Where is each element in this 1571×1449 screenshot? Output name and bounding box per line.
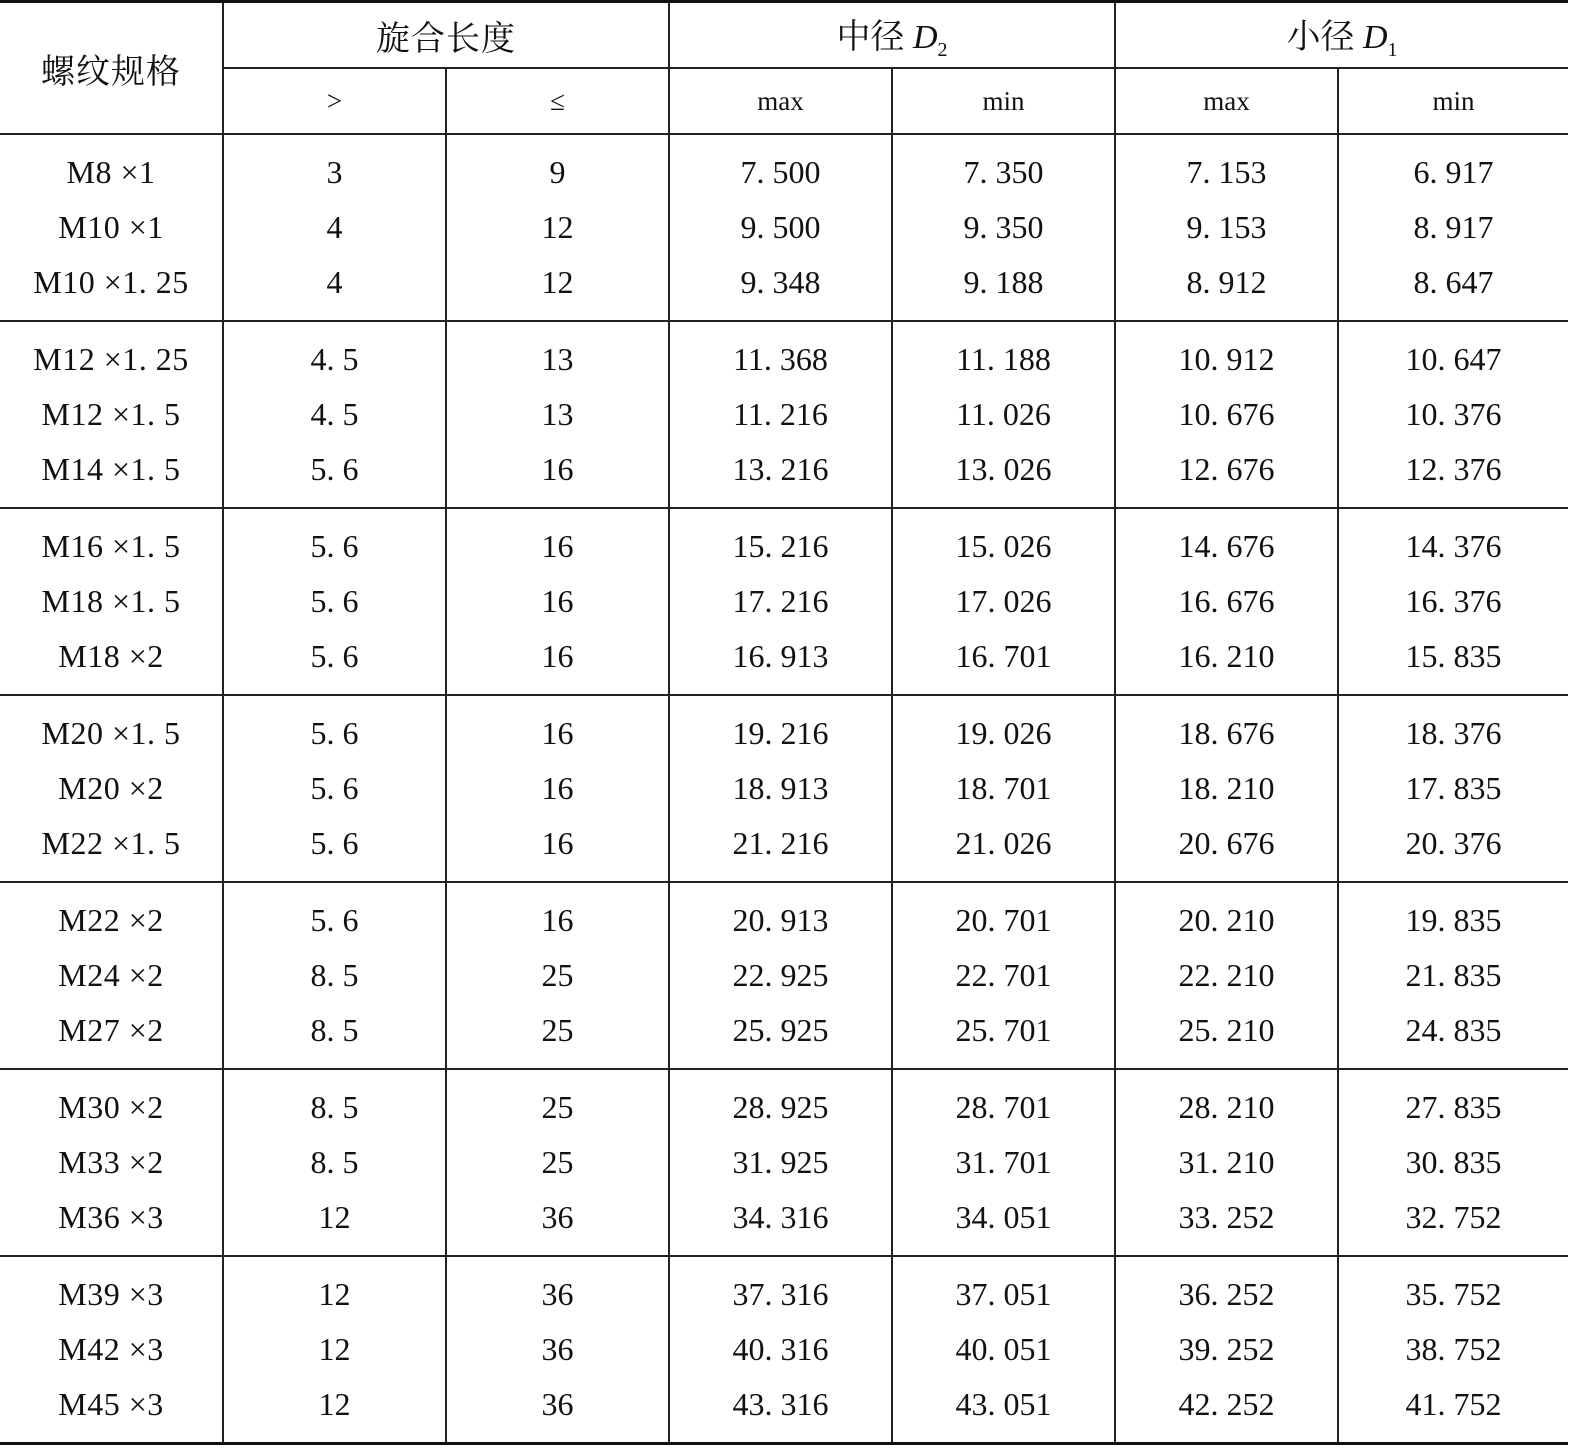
header-le: ≤ — [446, 68, 669, 134]
minor-diameter-min-cell — [1338, 882, 1568, 1069]
length-gt-value: 12 — [318, 1331, 351, 1367]
minor-diameter-max-value: 7. 153 — [1186, 154, 1267, 190]
pitch-diameter-min-value: 43. 051 — [955, 1386, 1052, 1422]
thread-spec-value: M10 ×1. 25 — [33, 264, 189, 300]
thread-spec-value: M36 ×3 — [58, 1199, 164, 1235]
length-gt-value: 8. 5 — [310, 1012, 359, 1048]
length-le-value: 25 — [541, 1089, 574, 1125]
thread-spec-cell — [0, 1069, 223, 1256]
minor-diameter-min-value: 30. 835 — [1405, 1144, 1502, 1180]
table-row-group — [0, 508, 1568, 695]
length-gt-cell — [223, 1069, 446, 1256]
pitch-diameter-min-cell — [892, 882, 1115, 1069]
pitch-diameter-min-value: 22. 701 — [955, 957, 1052, 993]
minor-diameter-max-value: 42. 252 — [1178, 1386, 1275, 1422]
minor-diameter-max-value: 12. 676 — [1178, 451, 1275, 487]
pitch-diameter-min-value: 31. 701 — [955, 1144, 1052, 1180]
pitch-diameter-min-cell — [892, 1256, 1115, 1444]
pitch-diameter-max-value: 11. 216 — [733, 396, 828, 432]
length-le-cell — [446, 1256, 669, 1444]
minor-diameter-max-value: 16. 676 — [1178, 583, 1275, 619]
length-le-value: 13 — [541, 396, 574, 432]
pitch-diameter-max-cell — [669, 1256, 892, 1444]
length-le-value: 16 — [541, 638, 574, 674]
minor-diameter-max-value: 39. 252 — [1178, 1331, 1275, 1367]
pitch-diameter-max-cell — [669, 134, 892, 321]
pitch-diameter-min-value: 28. 701 — [955, 1089, 1052, 1125]
minor-diameter-max-value: 20. 676 — [1178, 825, 1275, 861]
minor-diameter-max-value: 10. 676 — [1178, 396, 1275, 432]
pitch-diameter-min-value: 37. 051 — [955, 1276, 1052, 1312]
length-gt-cell — [223, 882, 446, 1069]
thread-spec-value: M18 ×1. 5 — [41, 583, 181, 619]
length-gt-value: 12 — [318, 1199, 351, 1235]
length-gt-value: 5. 6 — [310, 902, 359, 938]
minor-diameter-min-value: 38. 752 — [1405, 1331, 1502, 1367]
minor-diameter-min-value: 10. 647 — [1405, 341, 1502, 377]
pitch-diameter-max-cell — [669, 321, 892, 508]
pitch-diameter-max-value: 17. 216 — [732, 583, 829, 619]
minor-diameter-max-value: 33. 252 — [1178, 1199, 1275, 1235]
length-le-value: 9 — [549, 154, 566, 190]
minor-diameter-min-value: 12. 376 — [1405, 451, 1502, 487]
pitch-diameter-min-cell — [892, 134, 1115, 321]
minor-diameter-max-value: 31. 210 — [1178, 1144, 1275, 1180]
length-le-value: 12 — [541, 264, 574, 300]
table-row-group — [0, 1069, 1568, 1256]
header-row-2 — [0, 68, 1568, 134]
minor-diameter-max-cell — [1115, 695, 1338, 882]
header-row-1 — [0, 2, 1568, 69]
length-gt-value: 5. 6 — [310, 825, 359, 861]
table-row-group — [0, 321, 1568, 508]
thread-spec-cell — [0, 695, 223, 882]
pitch-diameter-min-value: 13. 026 — [955, 451, 1052, 487]
length-gt-value: 12 — [318, 1276, 351, 1312]
length-gt-value: 3 — [326, 154, 343, 190]
length-gt-cell — [223, 134, 446, 321]
pitch-diameter-max-value: 11. 368 — [733, 341, 828, 377]
thread-spec-value: M20 ×2 — [58, 770, 164, 806]
minor-diameter-symbol-letter: D — [1362, 18, 1388, 56]
length-gt-value: 8. 5 — [310, 957, 359, 993]
minor-diameter-max-value: 28. 210 — [1178, 1089, 1275, 1125]
pitch-diameter-min-value: 21. 026 — [955, 825, 1052, 861]
minor-diameter-max-value: 22. 210 — [1178, 957, 1275, 993]
minor-diameter-min-value: 24. 835 — [1405, 1012, 1502, 1048]
length-le-cell — [446, 508, 669, 695]
pitch-diameter-max-value: 37. 316 — [732, 1276, 829, 1312]
length-gt-value: 8. 5 — [310, 1144, 359, 1180]
pitch-diameter-max-value: 16. 913 — [732, 638, 829, 674]
header-thread-spec — [0, 2, 223, 135]
thread-spec-value: M24 ×2 — [58, 957, 164, 993]
thread-spec-value: M14 ×1. 5 — [41, 451, 181, 487]
minor-diameter-min-value: 20. 376 — [1405, 825, 1502, 861]
minor-diameter-min-value: 19. 835 — [1405, 902, 1502, 938]
length-gt-value: 8. 5 — [310, 1089, 359, 1125]
table-body — [0, 134, 1568, 1444]
pitch-diameter-min-value: 25. 701 — [955, 1012, 1052, 1048]
pitch-diameter-min-cell — [892, 321, 1115, 508]
length-gt-cell — [223, 508, 446, 695]
pitch-diameter-max-value: 43. 316 — [732, 1386, 829, 1422]
length-gt-value: 4. 5 — [310, 396, 359, 432]
length-le-value: 25 — [541, 1012, 574, 1048]
minor-diameter-min-cell — [1338, 1069, 1568, 1256]
length-le-value: 36 — [541, 1386, 574, 1422]
table-row-group — [0, 134, 1568, 321]
pitch-diameter-min-value: 20. 701 — [955, 902, 1052, 938]
minor-diameter-max-value: 14. 676 — [1178, 528, 1275, 564]
pitch-diameter-min-value: 40. 051 — [955, 1331, 1052, 1367]
minor-diameter-min-value: 21. 835 — [1405, 957, 1502, 993]
thread-spec-value: M10 ×1 — [58, 209, 164, 245]
length-le-value: 16 — [541, 770, 574, 806]
minor-diameter-min-cell — [1338, 695, 1568, 882]
minor-diameter-min-value: 6. 917 — [1413, 154, 1494, 190]
pitch-diameter-min-value: 17. 026 — [955, 583, 1052, 619]
minor-diameter-min-value: 41. 752 — [1405, 1386, 1502, 1422]
minor-diameter-min-cell — [1338, 1256, 1568, 1444]
pitch-diameter-symbol-subscript: 2 — [937, 38, 948, 61]
minor-diameter-min-value: 15. 835 — [1405, 638, 1502, 674]
pitch-diameter-max-cell — [669, 508, 892, 695]
length-gt-value: 4 — [326, 264, 343, 300]
minor-diameter-min-value: 8. 647 — [1413, 264, 1494, 300]
minor-diameter-min-cell — [1338, 134, 1568, 321]
minor-diameter-max-cell — [1115, 882, 1338, 1069]
length-gt-cell — [223, 695, 446, 882]
thread-spec-value: M39 ×3 — [58, 1276, 164, 1312]
pitch-diameter-max-value: 19. 216 — [732, 715, 829, 751]
thread-spec-value: M42 ×3 — [58, 1331, 164, 1367]
length-le-cell — [446, 1069, 669, 1256]
minor-diameter-min-cell — [1338, 321, 1568, 508]
length-le-value: 16 — [541, 902, 574, 938]
thread-spec-cell — [0, 134, 223, 321]
pitch-diameter-max-value: 7. 500 — [740, 154, 821, 190]
pitch-diameter-max-value: 18. 913 — [732, 770, 829, 806]
length-le-value: 16 — [541, 528, 574, 564]
pitch-diameter-max-cell — [669, 1069, 892, 1256]
header-gt: > — [223, 68, 446, 134]
length-le-value: 16 — [541, 825, 574, 861]
minor-diameter-min-value: 16. 376 — [1405, 583, 1502, 619]
minor-diameter-max-value: 18. 676 — [1178, 715, 1275, 751]
minor-diameter-max-cell — [1115, 1256, 1338, 1444]
header-minor-diameter-symbol — [1362, 18, 1398, 61]
pitch-diameter-min-value: 34. 051 — [955, 1199, 1052, 1235]
length-le-value: 25 — [541, 1144, 574, 1180]
minor-diameter-min-cell — [1338, 508, 1568, 695]
header-pitch-diameter-label: 中径 — [836, 18, 905, 56]
thread-spec-value: M45 ×3 — [58, 1386, 164, 1422]
minor-diameter-min-value: 14. 376 — [1405, 528, 1502, 564]
minor-diameter-min-value: 10. 376 — [1405, 396, 1502, 432]
table-row-group — [0, 882, 1568, 1069]
pitch-diameter-max-value: 31. 925 — [732, 1144, 829, 1180]
length-gt-value: 5. 6 — [310, 638, 359, 674]
header-minor-diameter-label: 小径 — [1286, 18, 1355, 56]
length-le-value: 16 — [541, 451, 574, 487]
minor-diameter-min-value: 18. 376 — [1405, 715, 1502, 751]
pitch-diameter-min-value: 19. 026 — [955, 715, 1052, 751]
header-d2-min: min — [892, 68, 1115, 134]
length-gt-value: 5. 6 — [310, 583, 359, 619]
pitch-diameter-max-value: 9. 500 — [740, 209, 821, 245]
pitch-diameter-min-value: 7. 350 — [963, 154, 1044, 190]
pitch-diameter-min-value: 9. 350 — [963, 209, 1044, 245]
thread-spec-value: M22 ×2 — [58, 902, 164, 938]
minor-diameter-max-cell — [1115, 134, 1338, 321]
pitch-diameter-min-cell — [892, 695, 1115, 882]
pitch-diameter-min-value: 9. 188 — [963, 264, 1044, 300]
length-le-value: 36 — [541, 1199, 574, 1235]
thread-spec-value: M16 ×1. 5 — [41, 528, 181, 564]
minor-diameter-max-value: 16. 210 — [1178, 638, 1275, 674]
pitch-diameter-max-value: 28. 925 — [732, 1089, 829, 1125]
pitch-diameter-min-value: 16. 701 — [955, 638, 1052, 674]
pitch-diameter-max-value: 40. 316 — [732, 1331, 829, 1367]
length-le-value: 36 — [541, 1276, 574, 1312]
thread-spec-value: M33 ×2 — [58, 1144, 164, 1180]
minor-diameter-max-cell — [1115, 1069, 1338, 1256]
pitch-diameter-max-value: 22. 925 — [732, 957, 829, 993]
minor-diameter-min-value: 32. 752 — [1405, 1199, 1502, 1235]
minor-diameter-max-value: 36. 252 — [1178, 1276, 1275, 1312]
thread-spec-value: M8 ×1 — [66, 154, 156, 190]
length-le-value: 16 — [541, 583, 574, 619]
length-gt-value: 4. 5 — [310, 341, 359, 377]
length-gt-value: 5. 6 — [310, 770, 359, 806]
pitch-diameter-max-cell — [669, 695, 892, 882]
table-row-group — [0, 1256, 1568, 1444]
pitch-diameter-min-value: 11. 026 — [956, 396, 1051, 432]
header-thread-spec-label: 螺纹规格 — [41, 53, 181, 91]
header-d2-max: max — [669, 68, 892, 134]
pitch-diameter-max-value: 20. 913 — [732, 902, 829, 938]
thread-spec-value: M30 ×2 — [58, 1089, 164, 1125]
thread-spec-value: M27 ×2 — [58, 1012, 164, 1048]
minor-diameter-min-value: 27. 835 — [1405, 1089, 1502, 1125]
minor-diameter-max-cell — [1115, 508, 1338, 695]
minor-diameter-max-value: 20. 210 — [1178, 902, 1275, 938]
thread-spec-cell — [0, 321, 223, 508]
minor-diameter-max-value: 9. 153 — [1186, 209, 1267, 245]
pitch-diameter-max-value: 21. 216 — [732, 825, 829, 861]
length-gt-value: 12 — [318, 1386, 351, 1422]
length-le-cell — [446, 882, 669, 1069]
thread-spec-cell — [0, 882, 223, 1069]
length-le-value: 13 — [541, 341, 574, 377]
pitch-diameter-max-value: 15. 216 — [732, 528, 829, 564]
table-row-group — [0, 695, 1568, 882]
length-gt-value: 4 — [326, 209, 343, 245]
pitch-diameter-max-cell — [669, 882, 892, 1069]
thread-spec-value: M20 ×1. 5 — [41, 715, 181, 751]
thread-spec-cell — [0, 1256, 223, 1444]
header-d1-max: max — [1115, 68, 1338, 134]
minor-diameter-min-value: 8. 917 — [1413, 209, 1494, 245]
pitch-diameter-min-cell — [892, 1069, 1115, 1256]
table-header — [0, 2, 1568, 135]
minor-diameter-min-value: 35. 752 — [1405, 1276, 1502, 1312]
length-le-cell — [446, 321, 669, 508]
minor-diameter-max-value: 8. 912 — [1186, 264, 1267, 300]
thread-spec-value: M12 ×1. 25 — [33, 341, 189, 377]
pitch-diameter-min-value: 11. 188 — [956, 341, 1051, 377]
thread-spec-value: M12 ×1. 5 — [41, 396, 181, 432]
pitch-diameter-max-value: 13. 216 — [732, 451, 829, 487]
length-gt-cell — [223, 321, 446, 508]
length-le-value: 16 — [541, 715, 574, 751]
thread-spec-value: M22 ×1. 5 — [41, 825, 181, 861]
header-engagement-length — [223, 2, 669, 69]
length-gt-value: 5. 6 — [310, 451, 359, 487]
header-pitch-diameter-symbol — [912, 18, 948, 61]
length-gt-value: 5. 6 — [310, 528, 359, 564]
length-le-value: 25 — [541, 957, 574, 993]
length-le-value: 36 — [541, 1331, 574, 1367]
length-le-cell — [446, 695, 669, 882]
header-engagement-length-label: 旋合长度 — [376, 20, 516, 58]
pitch-diameter-max-value: 34. 316 — [732, 1199, 829, 1235]
length-le-value: 12 — [541, 209, 574, 245]
header-pitch-diameter — [669, 2, 1115, 69]
minor-diameter-symbol-subscript: 1 — [1387, 38, 1398, 61]
length-le-cell — [446, 134, 669, 321]
minor-diameter-min-value: 17. 835 — [1405, 770, 1502, 806]
pitch-diameter-symbol-letter: D — [912, 18, 938, 56]
pitch-diameter-min-value: 15. 026 — [955, 528, 1052, 564]
header-d1-min: min — [1338, 68, 1568, 134]
thread-spec-cell — [0, 508, 223, 695]
length-gt-cell — [223, 1256, 446, 1444]
length-gt-value: 5. 6 — [310, 715, 359, 751]
pitch-diameter-min-value: 18. 701 — [955, 770, 1052, 806]
minor-diameter-max-value: 18. 210 — [1178, 770, 1275, 806]
pitch-diameter-min-cell — [892, 508, 1115, 695]
thread-spec-value: M18 ×2 — [58, 638, 164, 674]
minor-diameter-max-cell — [1115, 321, 1338, 508]
pitch-diameter-max-value: 25. 925 — [732, 1012, 829, 1048]
pitch-diameter-max-value: 9. 348 — [740, 264, 821, 300]
header-minor-diameter — [1115, 2, 1568, 69]
minor-diameter-max-value: 25. 210 — [1178, 1012, 1275, 1048]
minor-diameter-max-value: 10. 912 — [1178, 341, 1275, 377]
